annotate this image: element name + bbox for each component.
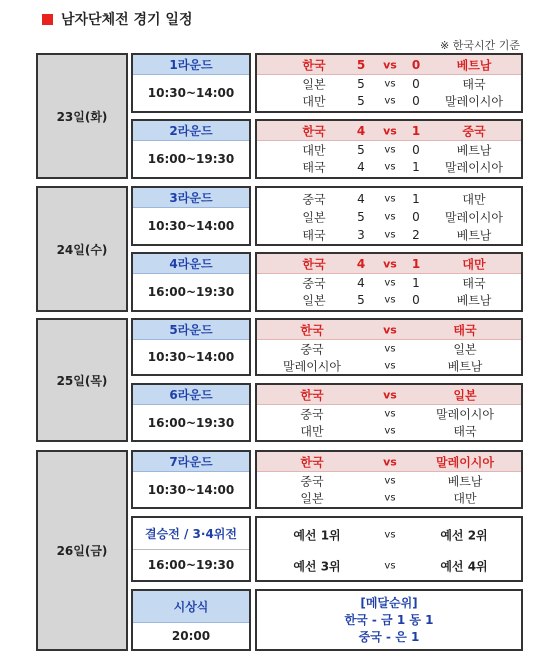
vs-label: vs	[383, 58, 397, 71]
match-row	[257, 92, 521, 109]
home-team: 일본	[302, 293, 326, 307]
away-score: 0	[412, 142, 420, 157]
home-team: 일본	[302, 77, 326, 91]
home-score: 4	[357, 192, 365, 206]
home-score: 5	[357, 142, 365, 157]
round-cell	[131, 383, 251, 442]
round-cell	[131, 186, 251, 246]
vs-label: vs	[383, 124, 397, 137]
home-score: 5	[357, 93, 365, 108]
match-row-korea	[257, 320, 521, 340]
match-row-korea	[257, 121, 521, 141]
round-cell	[131, 450, 251, 509]
match-list	[255, 53, 523, 113]
match-row	[257, 274, 521, 291]
round-label: 1라운드	[133, 55, 249, 75]
medal-line: 중국 - 은 1	[358, 629, 420, 644]
home-team: 일본	[302, 210, 326, 225]
away-team: 대만	[462, 257, 486, 271]
round-time: 10:30~14:00	[147, 350, 235, 364]
vs-label: vs	[384, 78, 396, 89]
match-row	[257, 489, 521, 506]
home-team: 중국	[302, 192, 326, 207]
away-team: 태국	[462, 77, 486, 91]
home-team: 말레이시아	[283, 359, 341, 373]
away-team: 말레이시아	[436, 407, 494, 421]
round-time: 16:00~19:30	[147, 415, 235, 430]
away-team: 말레이시아	[445, 160, 503, 174]
match-row	[257, 340, 521, 357]
round-time: 16:00~19:30	[147, 558, 235, 572]
away-team: 예선 4위	[440, 559, 488, 573]
round-label: 결승전 / 3·4위전	[133, 518, 249, 550]
vs-label: vs	[383, 388, 397, 401]
vs-label: vs	[383, 257, 397, 270]
match-list	[255, 383, 523, 442]
match-row	[257, 208, 521, 226]
away-score: 1	[411, 123, 421, 138]
page-title: 남자단체전 경기 일정	[61, 12, 193, 28]
title-bullet-icon	[42, 14, 53, 25]
round-cell	[131, 516, 251, 582]
away-team: 태국	[453, 424, 477, 438]
home-team: 중국	[302, 276, 326, 290]
home-team: 대만	[302, 94, 326, 108]
home-team: 대만	[300, 424, 324, 438]
away-team: 말레이시아	[445, 94, 503, 108]
vs-label: vs	[383, 323, 397, 336]
vs-label: vs	[383, 455, 397, 468]
match-row-korea	[257, 254, 521, 274]
away-team: 베트남	[447, 359, 483, 373]
away-team: 대만	[462, 192, 486, 207]
away-team: 중국	[462, 124, 486, 138]
vs-label: vs	[384, 193, 396, 205]
home-team: 중국	[300, 342, 324, 356]
round-label: 5라운드	[133, 320, 249, 340]
home-score: 4	[357, 275, 365, 290]
final-row	[257, 518, 521, 551]
match-list	[255, 450, 523, 509]
match-row-korea	[257, 385, 521, 405]
away-team: 태국	[462, 276, 486, 290]
away-team: 말레이시아	[436, 455, 494, 469]
vs-label: vs	[384, 492, 396, 503]
round-label: 7라운드	[133, 452, 249, 472]
away-team: 베트남	[456, 58, 492, 72]
medal-heading: [메달순위]	[360, 595, 418, 610]
away-score: 0	[411, 57, 421, 72]
match-list	[255, 186, 523, 246]
page-title-row	[42, 11, 192, 27]
match-row	[257, 405, 521, 422]
medal-standings	[255, 589, 523, 651]
home-team: 태국	[302, 160, 326, 174]
round-time: 16:00~19:30	[147, 152, 235, 166]
match-row-korea	[257, 55, 521, 75]
match-row	[257, 226, 521, 244]
day-cell	[36, 318, 128, 442]
home-team: 예선 3위	[293, 559, 341, 573]
round-cell	[131, 318, 251, 376]
match-list	[255, 119, 523, 179]
away-score: 0	[412, 292, 420, 307]
away-score: 1	[411, 256, 421, 271]
final-match-list	[255, 516, 523, 582]
home-team: 한국	[300, 388, 324, 402]
home-team: 중국	[300, 474, 324, 488]
away-score: 1	[412, 275, 420, 290]
vs-label: vs	[384, 294, 396, 305]
match-row	[257, 75, 521, 92]
round-label: 6라운드	[133, 385, 249, 405]
away-score: 2	[412, 228, 420, 242]
round-time: 10:30~14:00	[147, 219, 235, 233]
home-score: 4	[356, 123, 366, 138]
day-cell	[36, 53, 128, 179]
home-team: 대만	[302, 143, 326, 157]
home-team: 예선 1위	[293, 528, 341, 542]
vs-label: vs	[384, 408, 396, 419]
round-label: 2라운드	[133, 121, 249, 141]
away-score: 1	[412, 159, 420, 174]
medal-line: 한국 - 금 1 동 1	[344, 612, 434, 627]
home-score: 3	[357, 228, 365, 242]
match-row	[257, 422, 521, 439]
away-team: 일본	[453, 388, 477, 402]
match-row	[257, 141, 521, 158]
away-score: 1	[412, 192, 420, 206]
home-team: 한국	[302, 257, 326, 271]
home-score: 5	[357, 210, 365, 224]
vs-label: vs	[384, 425, 396, 436]
day-label: 26일(금)	[56, 544, 108, 558]
home-team: 태국	[302, 228, 326, 243]
vs-label: vs	[384, 529, 396, 540]
round-time: 10:30~14:00	[147, 482, 235, 497]
home-score: 4	[356, 256, 366, 271]
home-score: 5	[357, 76, 365, 91]
round-label: 3라운드	[133, 188, 249, 208]
away-team: 베트남	[456, 228, 492, 243]
away-team: 태국	[453, 323, 477, 337]
round-cell	[131, 53, 251, 113]
day-label: 24일(수)	[56, 242, 108, 257]
vs-label: vs	[384, 475, 396, 486]
home-team: 일본	[300, 491, 324, 505]
day-cell	[36, 186, 128, 312]
vs-label: vs	[384, 144, 396, 155]
timezone-note: ※ 한국시간 기준	[440, 39, 520, 52]
match-list	[255, 318, 523, 376]
home-team: 한국	[300, 455, 324, 469]
day-label: 23일(화)	[56, 109, 108, 124]
away-team: 대만	[453, 491, 477, 505]
match-row	[257, 291, 521, 308]
match-row	[257, 357, 521, 374]
away-team: 말레이시아	[445, 210, 503, 225]
home-team: 한국	[302, 58, 326, 72]
away-team: 예선 2위	[440, 528, 488, 542]
away-score: 0	[412, 210, 420, 224]
vs-label: vs	[384, 161, 396, 172]
match-row	[257, 158, 521, 175]
round-cell	[131, 252, 251, 312]
day-cell	[36, 450, 128, 651]
home-team: 한국	[302, 124, 326, 138]
vs-label: vs	[384, 360, 396, 371]
home-team: 한국	[300, 323, 324, 337]
round-time: 10:30~14:00	[147, 86, 235, 100]
away-score: 0	[412, 76, 420, 91]
round-label: 4라운드	[133, 254, 249, 274]
round-time: 16:00~19:30	[147, 285, 235, 299]
away-team: 일본	[453, 342, 477, 356]
vs-label: vs	[384, 560, 396, 571]
home-score: 4	[357, 159, 365, 174]
home-team: 중국	[300, 407, 324, 421]
ceremony-cell	[131, 589, 251, 651]
day-label: 25일(목)	[56, 373, 108, 388]
match-row	[257, 190, 521, 208]
round-label: 시상식	[133, 591, 249, 623]
vs-label: vs	[384, 95, 396, 106]
vs-label: vs	[384, 229, 396, 241]
away-score: 0	[412, 93, 420, 108]
match-row-korea	[257, 452, 521, 472]
match-list	[255, 252, 523, 312]
away-team: 베트남	[456, 293, 492, 307]
vs-label: vs	[384, 277, 396, 288]
home-score: 5	[356, 57, 366, 72]
round-cell	[131, 119, 251, 179]
home-score: 5	[357, 292, 365, 307]
vs-label: vs	[384, 211, 396, 223]
match-row	[257, 472, 521, 489]
third-place-row	[257, 551, 521, 580]
vs-label: vs	[384, 343, 396, 354]
away-team: 베트남	[447, 474, 483, 488]
away-team: 베트남	[456, 143, 492, 157]
round-time: 20:00	[171, 629, 211, 643]
